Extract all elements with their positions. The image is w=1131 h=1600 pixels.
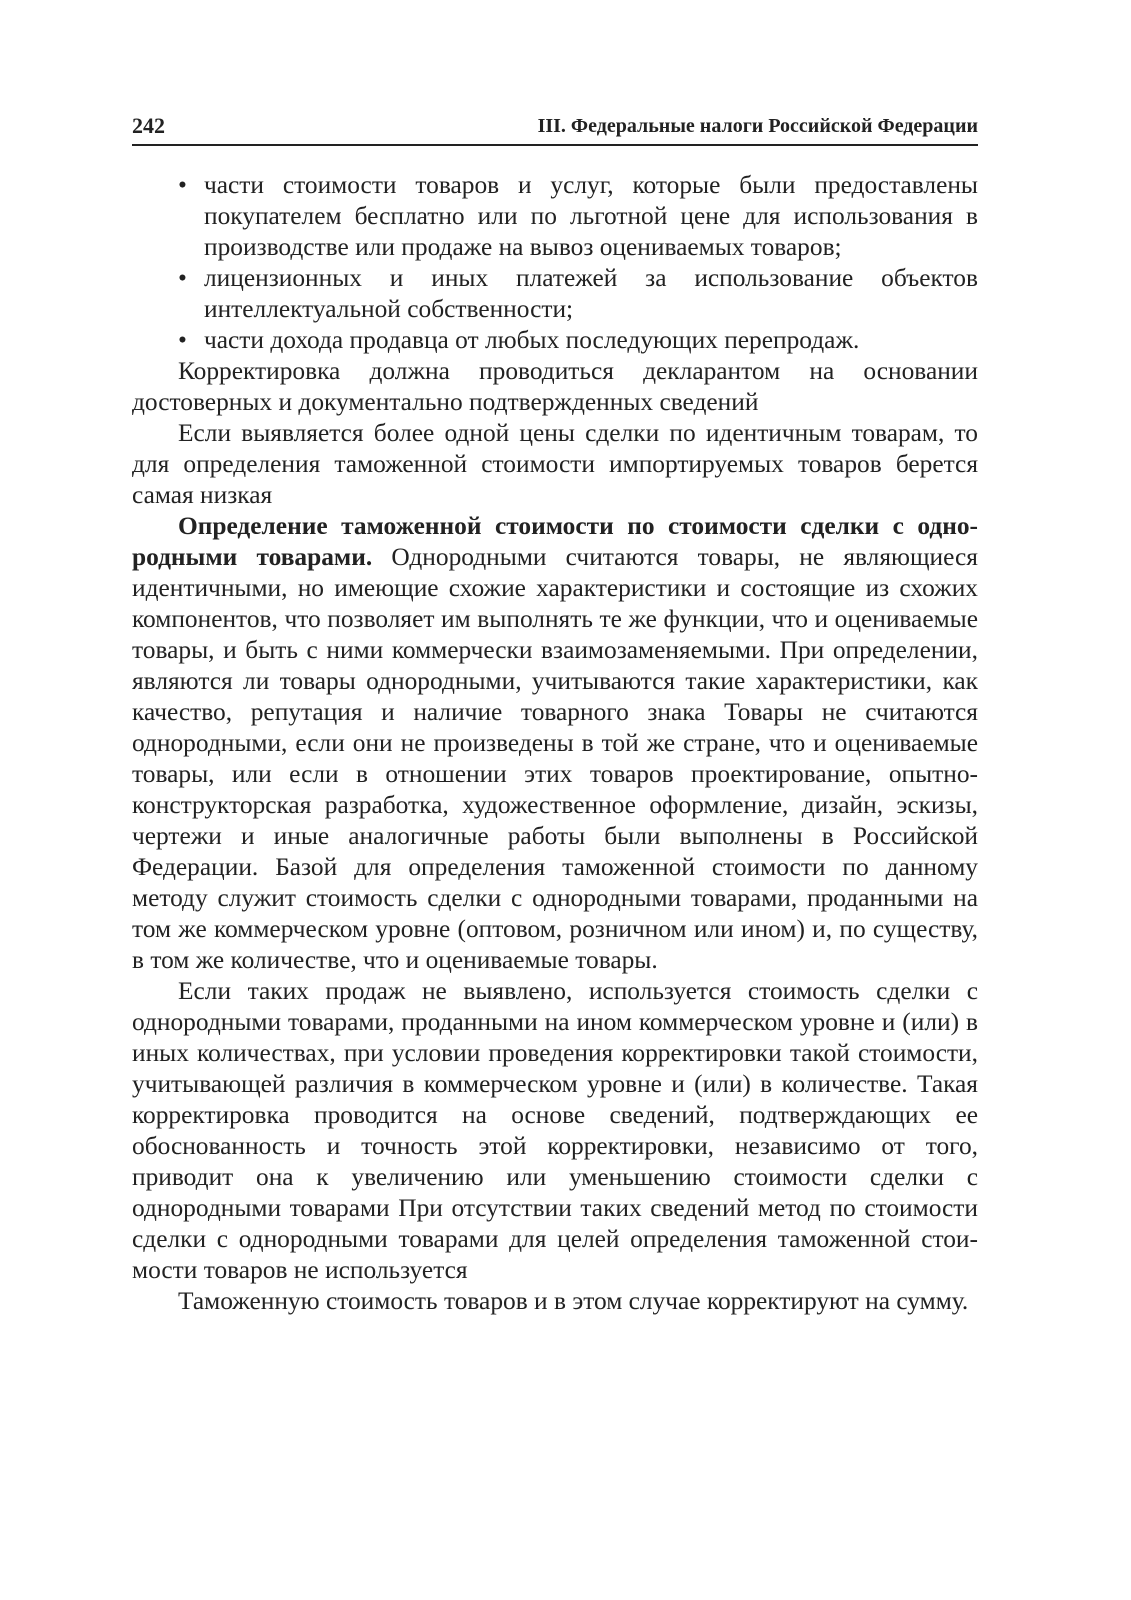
list-item-text: части дохода продавца от любых последующих перепродаж. xyxy=(204,326,860,354)
bullet-icon: • xyxy=(178,171,187,199)
paragraph-other-level-sales: Если таких продаж не выявлено, используется стоимость сделки с однородными товарами, проданными на ином коммерческом уровне и (или) в иных количествах, при условии проведения корректировки такой стоимости, учитывающей различия в коммерческом уровне и (или) в количестве. Такая корректировка проводится на основе сведений, подтверждающих ее обоснованность и точность этой корректировки, независимо от того, приводит она к увеличению или уменьшению стоимости сделки с однородными товарами При отсутствии таких сведений метод по стоимости сделки с однородными товарами для целей определения таможенной стоимости товаров не используется xyxy=(132,977,978,1284)
bullet-icon: • xyxy=(178,264,187,292)
running-title: III. Федеральные налоги Российской Федерации xyxy=(537,115,978,137)
list-item-text: лицензионных и иных платежей за использование объектов интеллектуальной собственности; xyxy=(204,264,978,323)
list-item xyxy=(132,325,978,356)
page-body xyxy=(132,170,978,1317)
bullet-icon: • xyxy=(178,326,187,354)
page-header xyxy=(132,112,978,146)
bullet-list xyxy=(132,170,978,356)
list-item-text: части стоимости товаров и услуг, которые были предоставлены покупателем бесплатно или по льготной цене для использования в производстве или продаже на вывоз оцениваемых товаров; xyxy=(204,171,978,261)
list-item xyxy=(132,263,978,325)
run-in-heading: Определение таможенной стоимости по стоимости сделки с однородными товарами. xyxy=(132,512,978,571)
paragraph-similar-goods-method xyxy=(132,511,978,976)
page-number: 242 xyxy=(132,113,165,138)
paragraph-text: Однородными считаются товары, не являющиеся идентичными, но имеющие схожие характеристики и состоящие из схожих компонентов, что позволяет им выполнять те же функции, что и оцениваемые товары, и быть с ними коммерчески взаимозаменяемыми. При определении, являются ли товары однородными, учитываются такие характеристики, как качество, репутация и наличие товарного знака Товары не считаются однородными, если они не произведены в той же стране, что и оцениваемые товары, или если в отношении этих товаров проектирование, опытно-конструкторская разработка, художественное оформление, дизайн, эскизы, чертежи и иные аналогичные работы были выполнены в Российской Федерации. Базой для определения таможенной стоимости по данному методу служит стоимость сделки с однородными товарами, проданными на том же коммерческом уровне (оптовом, розничном или ином) и, по существу, в том же количестве, что и оцениваемые товары. xyxy=(132,543,978,974)
paragraph-adjustment-basis: Корректировка должна проводиться декларантом на основании достоверных и документально подтвержденных сведений xyxy=(132,357,978,416)
paragraph-lowest-price: Если выявляется более одной цены сделки по идентичным товарам, то для определения таможенной стоимости импортируемых товаров берется самая низкая xyxy=(132,419,978,509)
list-item xyxy=(132,170,978,263)
paragraph-adjusted-value: Таможенную стоимость товаров и в этом случае корректируют на сумму. xyxy=(178,1287,969,1315)
